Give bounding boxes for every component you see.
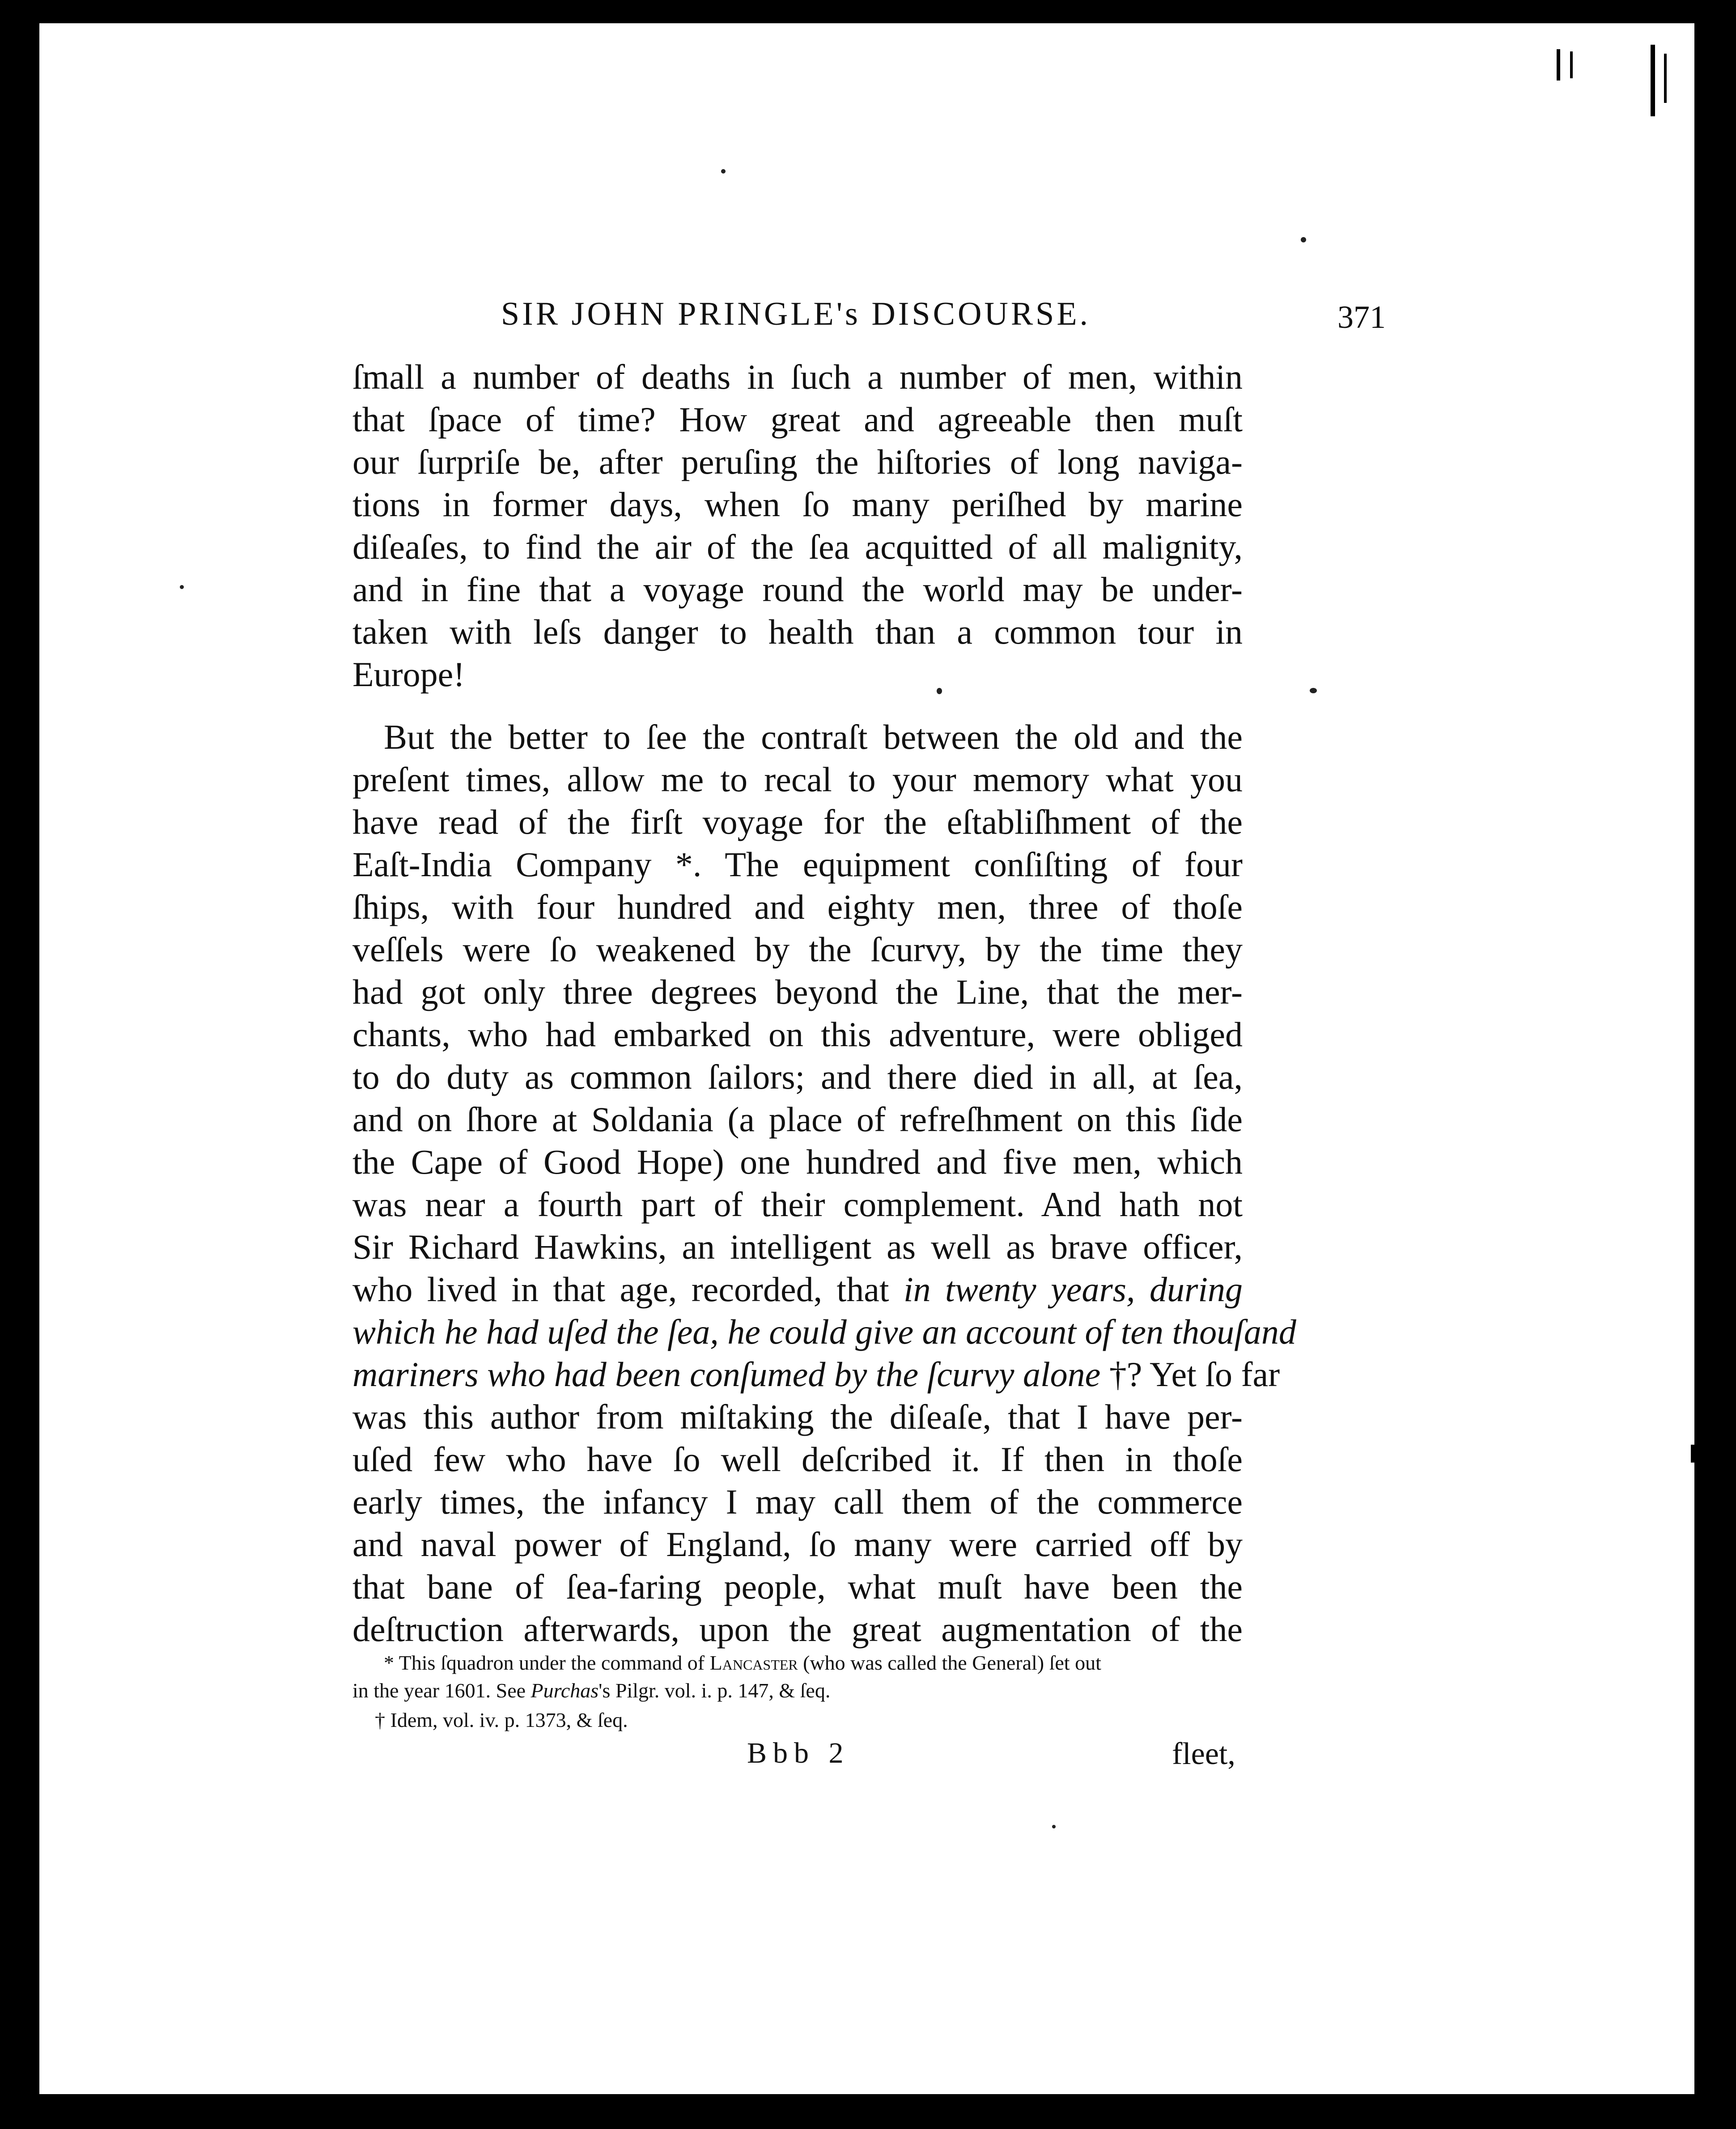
text-line: Europe! bbox=[352, 655, 465, 694]
footnote-text: 's Pilgr. vol. i. p. 147, & ſeq. bbox=[598, 1679, 831, 1702]
text-line: and naval power of England, ſo many were carried off by bbox=[352, 1525, 1243, 1564]
catchword: fleet, bbox=[1172, 1737, 1235, 1771]
running-head: SIR JOHN PRINGLE's DISCOURSE. bbox=[501, 296, 1091, 332]
text-line: was this author from miſtaking the diſeaſe, that I have per- bbox=[352, 1397, 1243, 1436]
text-line: chants, who had embarked on this adventure, were obliged bbox=[352, 1015, 1243, 1054]
text-line: have read of the firſt voyage for the eſtabliſhment of the bbox=[352, 802, 1243, 841]
scan-speck bbox=[1052, 1825, 1056, 1828]
text-line: ſhips, with four hundred and eighty men, three of thoſe bbox=[352, 887, 1243, 926]
text-line: diſeaſes, to find the air of the ſea acquitted of all malignity, bbox=[352, 527, 1243, 566]
text-roman: who lived in that age, recorded, that bbox=[352, 1270, 889, 1309]
scan-speck bbox=[1310, 688, 1317, 693]
text-italic-quote: mariners who had been conſumed by the ſcurvy alone bbox=[352, 1355, 1101, 1394]
footnote-1-line-2 bbox=[352, 1678, 830, 1703]
text-italic-quote: in twenty years, during bbox=[903, 1270, 1243, 1309]
scan-edge-mark bbox=[1557, 49, 1560, 81]
scan-edge-mark bbox=[1664, 54, 1667, 103]
text-line: Sir Richard Hawkins, an intelligent as well as brave officer, bbox=[352, 1227, 1243, 1266]
footnote-text: * This ſquadron under the command of bbox=[384, 1651, 705, 1674]
text-line: tions in former days, when ſo many periſhed by marine bbox=[352, 485, 1243, 524]
footnote-name: Lancaster bbox=[709, 1651, 798, 1674]
footnote-source: Purchas bbox=[531, 1679, 599, 1702]
text-line: that bane of ſea-faring people, what muſt have been the bbox=[352, 1567, 1243, 1606]
text-italic-quote: which he had uſed the ſea, he could give an account of ten thouſand bbox=[352, 1312, 1296, 1351]
text-line-mixed bbox=[352, 1354, 1280, 1395]
text-line: veſſels were ſo weakened by the ſcurvy, by the time they bbox=[352, 930, 1243, 969]
footnote-text: (who was called the General) ſet out bbox=[803, 1651, 1101, 1674]
footnote-text: in the year 1601. See bbox=[352, 1679, 526, 1702]
text-line: and in fine that a voyage round the world may be under- bbox=[352, 570, 1243, 609]
text-line-mixed bbox=[352, 1269, 1243, 1310]
text-line: preſent times, allow me to recal to your memory what you bbox=[352, 760, 1243, 799]
scan-speck bbox=[180, 585, 184, 589]
text-line: deſtruction afterwards, upon the great augmentation of the bbox=[352, 1610, 1243, 1649]
text-line: Eaſt-India Company *. The equipment conſiſting of four bbox=[352, 845, 1243, 884]
text-roman: Yet ſo far bbox=[1150, 1355, 1280, 1394]
scan-speck bbox=[1301, 237, 1306, 242]
footnote-2: † Idem, vol. iv. p. 1373, & ſeq. bbox=[375, 1709, 628, 1731]
text-line: was near a fourth part of their complement. And hath not bbox=[352, 1185, 1243, 1224]
text-line: to do duty as common ſailors; and there died in all, at ſea, bbox=[352, 1057, 1243, 1096]
text-line: and on ſhore at Soldania (a place of refreſhment on this ſide bbox=[352, 1100, 1243, 1139]
footnote-reference: †? bbox=[1109, 1355, 1142, 1394]
scan-speck bbox=[721, 169, 726, 174]
text-line: that ſpace of time? How great and agreeable then muſt bbox=[352, 400, 1243, 439]
text-line: But the better to ſee the contraſt between the old and the bbox=[384, 717, 1243, 756]
signature-mark: Bbb 2 bbox=[747, 1737, 850, 1769]
text-line: the Cape of Good Hope) one hundred and five men, which bbox=[352, 1142, 1243, 1181]
scan-edge-mark bbox=[1651, 45, 1655, 116]
text-line: uſed few who have ſo well deſcribed it. If then in thoſe bbox=[352, 1440, 1243, 1479]
text-line: our ſurpriſe be, after peruſing the hiſtories of long naviga- bbox=[352, 442, 1243, 481]
text-line: had got only three degrees beyond the Line, that the mer- bbox=[352, 972, 1243, 1011]
text-line: early times, the infancy I may call them of the commerce bbox=[352, 1482, 1243, 1521]
footnote-1 bbox=[384, 1650, 1101, 1675]
text-line-italic bbox=[352, 1312, 1296, 1352]
scan-edge-mark bbox=[1570, 51, 1573, 78]
text-line: ſmall a number of deaths in ſuch a number of men, within bbox=[352, 357, 1243, 396]
scan-edge-mark bbox=[1691, 1445, 1695, 1463]
text-line: taken with leſs danger to health than a common tour in bbox=[352, 612, 1243, 651]
page-number: 371 bbox=[1337, 299, 1386, 335]
